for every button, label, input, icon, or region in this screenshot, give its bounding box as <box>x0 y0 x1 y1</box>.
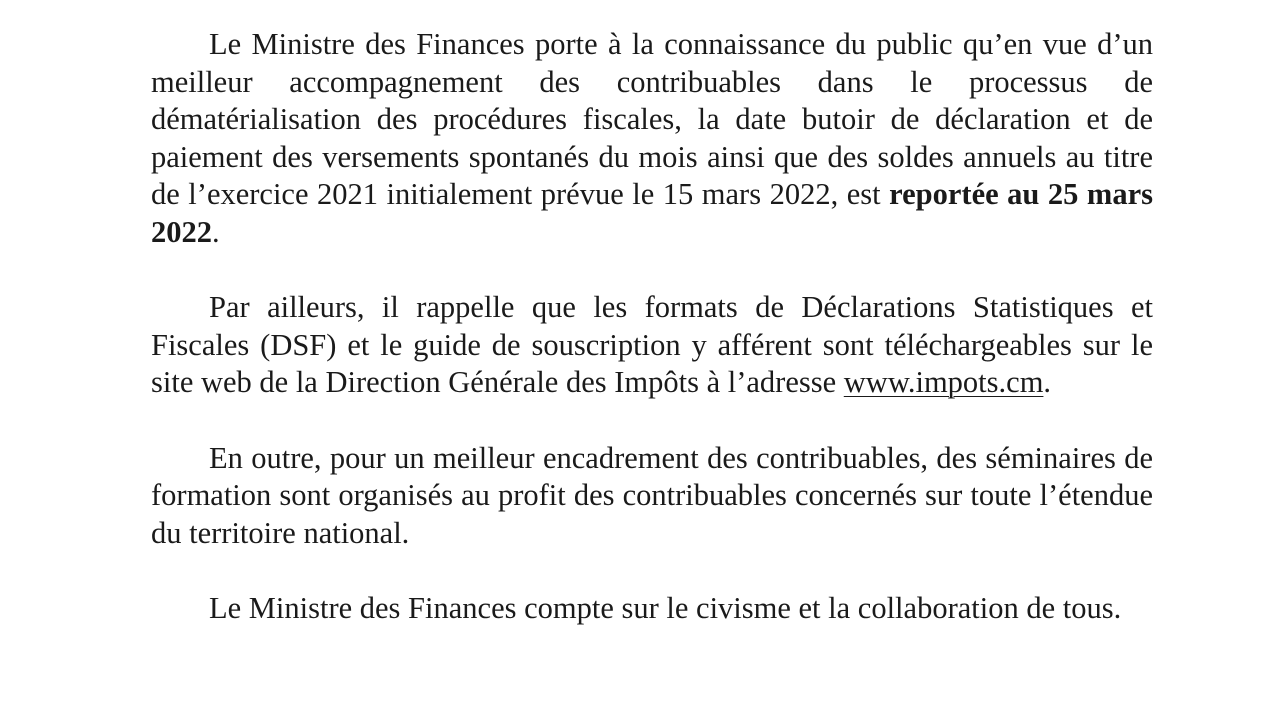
paragraph-text: Le Ministre des Finances compte sur le civisme et la collaboration de tous. <box>209 590 1122 625</box>
paragraph-closing <box>151 590 1153 628</box>
paragraph-deadline-postponement <box>151 26 1153 252</box>
paragraph-text: Par ailleurs, il rappelle que les formats de Déclarations Statistiques et Fiscales (DSF) et le guide de souscription y afférent sont téléchargeables sur le site web de la Direction Générale des Impôts à l’adresse <box>151 290 1153 400</box>
paragraph-end: . <box>212 214 220 249</box>
paragraph-training-seminars <box>151 440 1153 553</box>
paragraph-dsf-download <box>151 289 1153 402</box>
document-body <box>151 26 1153 628</box>
new-deadline-emphasis: reportée au 25 mars 2022 <box>151 177 1153 249</box>
impots-website-link[interactable]: www.impots.cm <box>843 365 1044 400</box>
paragraph-text: En outre, pour un meilleur encadrement des contribuables, des séminaires de formation sont organisés au profit des contribuables concernés sur toute l’étendue du territoire national. <box>151 440 1153 550</box>
paragraph-text: Le Ministre des Finances porte à la connaissance du public qu’en vue d’un meilleur accompagnement des contribuables dans le processus de dématérialisation des procédures fiscales, la date butoir de déclaration et de paiement des versements spontanés du mois ainsi que des soldes annuels au titre de l’exercice 2021 initialement prévue le 15 mars 2022, est <box>151 27 1153 212</box>
paragraph-end: . <box>1043 365 1052 400</box>
